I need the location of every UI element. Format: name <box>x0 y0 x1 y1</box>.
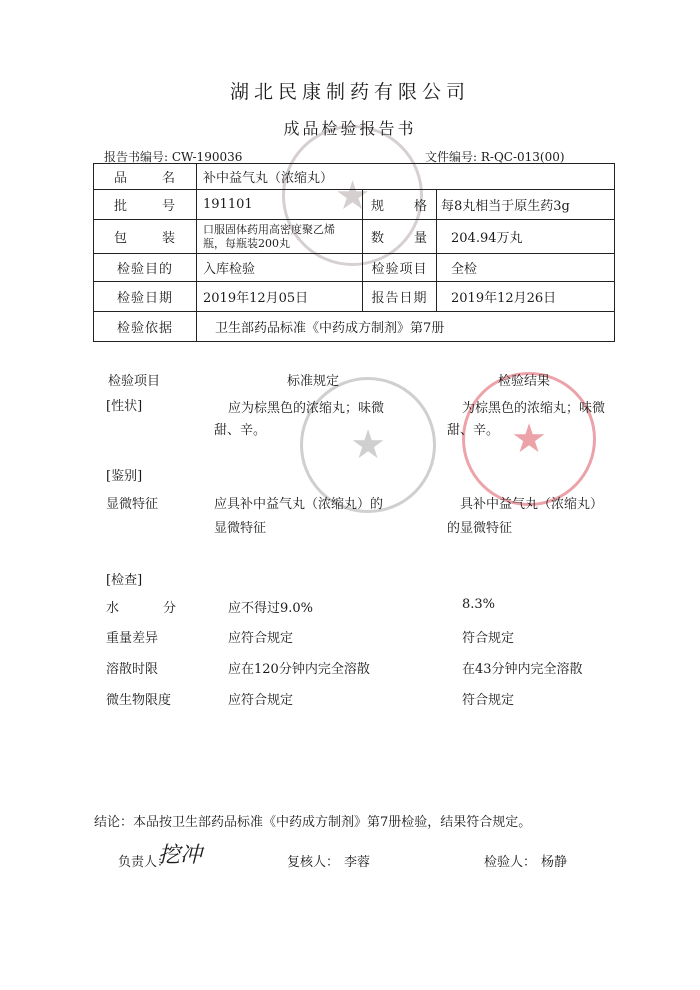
document-title: 成品检验报告书 <box>283 119 417 138</box>
batch-label: 批 号 <box>94 190 197 220</box>
table-row <box>94 312 615 342</box>
quantity-value: 204.94万丸 <box>437 220 615 254</box>
item-label: 检验项目 <box>363 254 437 282</box>
basis-label: 检验依据 <box>94 312 197 342</box>
table-row <box>94 164 615 190</box>
character-result-line1: 为棕黑色的浓缩丸；味微 <box>462 401 606 416</box>
weight-standard: 应符合规定 <box>228 631 294 646</box>
character-standard-line1: 应为棕黑色的浓缩丸；味微 <box>228 401 385 416</box>
table-row <box>94 190 615 220</box>
basis-value: 卫生部药品标准《中药成方制剂》第7册 <box>197 312 615 342</box>
weight-label: 重量差异 <box>106 631 159 646</box>
company-seal-middle: ★ <box>300 377 436 513</box>
spec-label: 规 格 <box>363 190 437 220</box>
microscopic-result-line2: 的显微特征 <box>447 521 513 536</box>
product-info-table <box>93 163 615 342</box>
microscopic-standard-line1: 应具补中益气丸（浓缩丸）的 <box>214 497 384 512</box>
microbial-label: 微生物限度 <box>106 693 172 708</box>
disintegration-label: 溶散时限 <box>106 662 159 677</box>
character-result-line2: 甜、辛。 <box>447 423 500 438</box>
microscopic-standard-line2: 显微特征 <box>214 521 267 536</box>
reviewer-name: 李蓉 <box>344 855 371 870</box>
table-row <box>94 254 615 282</box>
item-value: 全检 <box>437 254 615 282</box>
report-number: 报告书编号: CW-190036 <box>104 150 243 164</box>
col-header-item: 检验项目 <box>108 374 161 389</box>
responsible-signature: 挖冲 <box>158 843 203 868</box>
package-label: 包 装 <box>94 220 197 254</box>
purpose-label: 检验目的 <box>94 254 197 282</box>
reviewer-label: 复核人： <box>287 855 340 870</box>
package-value: 口服固体药用高密度聚乙烯瓶，每瓶装200丸 <box>197 220 363 254</box>
inspection-section: [检查] <box>106 573 143 588</box>
character-standard-line2: 甜、辛。 <box>214 423 267 438</box>
test-date-label: 检验日期 <box>94 282 197 312</box>
inspector-name: 杨静 <box>541 855 568 870</box>
character-section: [性状] <box>106 399 143 414</box>
table-row <box>94 220 615 254</box>
name-label: 品 名 <box>94 164 197 190</box>
conclusion-text: 结论：本品按卫生部药品标准《中药成方制剂》第7册检验，结果符合规定。 <box>94 815 532 830</box>
disintegration-result: 在43分钟内完全溶散 <box>462 662 583 677</box>
disintegration-standard: 应在120分钟内完全溶散 <box>228 662 370 677</box>
responsible-label: 负责人： <box>118 855 171 870</box>
microscopic-label: 显微特征 <box>106 497 159 512</box>
test-date-value: 2019年12月05日 <box>197 282 363 312</box>
name-value: 补中益气丸（浓缩丸） <box>197 164 615 190</box>
company-name: 湖北民康制药有限公司 <box>229 81 470 103</box>
water-standard: 应不得过9.0% <box>228 601 314 616</box>
microscopic-result-line1: 具补中益气丸（浓缩丸） <box>460 497 604 512</box>
qc-seal-red: ★ <box>462 372 596 506</box>
report-date-value: 2019年12月26日 <box>437 282 615 312</box>
col-header-standard: 标准规定 <box>287 374 340 389</box>
inspector-label: 检验人： <box>484 855 537 870</box>
identification-section: [鉴别] <box>106 469 143 484</box>
batch-value: 191101 <box>197 190 363 220</box>
purpose-value: 入库检验 <box>197 254 363 282</box>
company-seal-top: ★ <box>282 125 423 266</box>
spec-value: 每8丸相当于原生药3g <box>437 190 615 220</box>
report-date-label: 报告日期 <box>363 282 437 312</box>
quantity-label: 数 量 <box>363 220 437 254</box>
file-number: 文件编号: R-QC-013(00) <box>425 150 565 164</box>
water-label: 水 分 <box>106 601 176 616</box>
microbial-result: 符合规定 <box>462 693 515 708</box>
weight-result: 符合规定 <box>462 631 515 646</box>
table-row <box>94 282 615 312</box>
col-header-result: 检验结果 <box>498 374 551 389</box>
water-result: 8.3% <box>462 597 496 612</box>
microbial-standard: 应符合规定 <box>228 693 294 708</box>
